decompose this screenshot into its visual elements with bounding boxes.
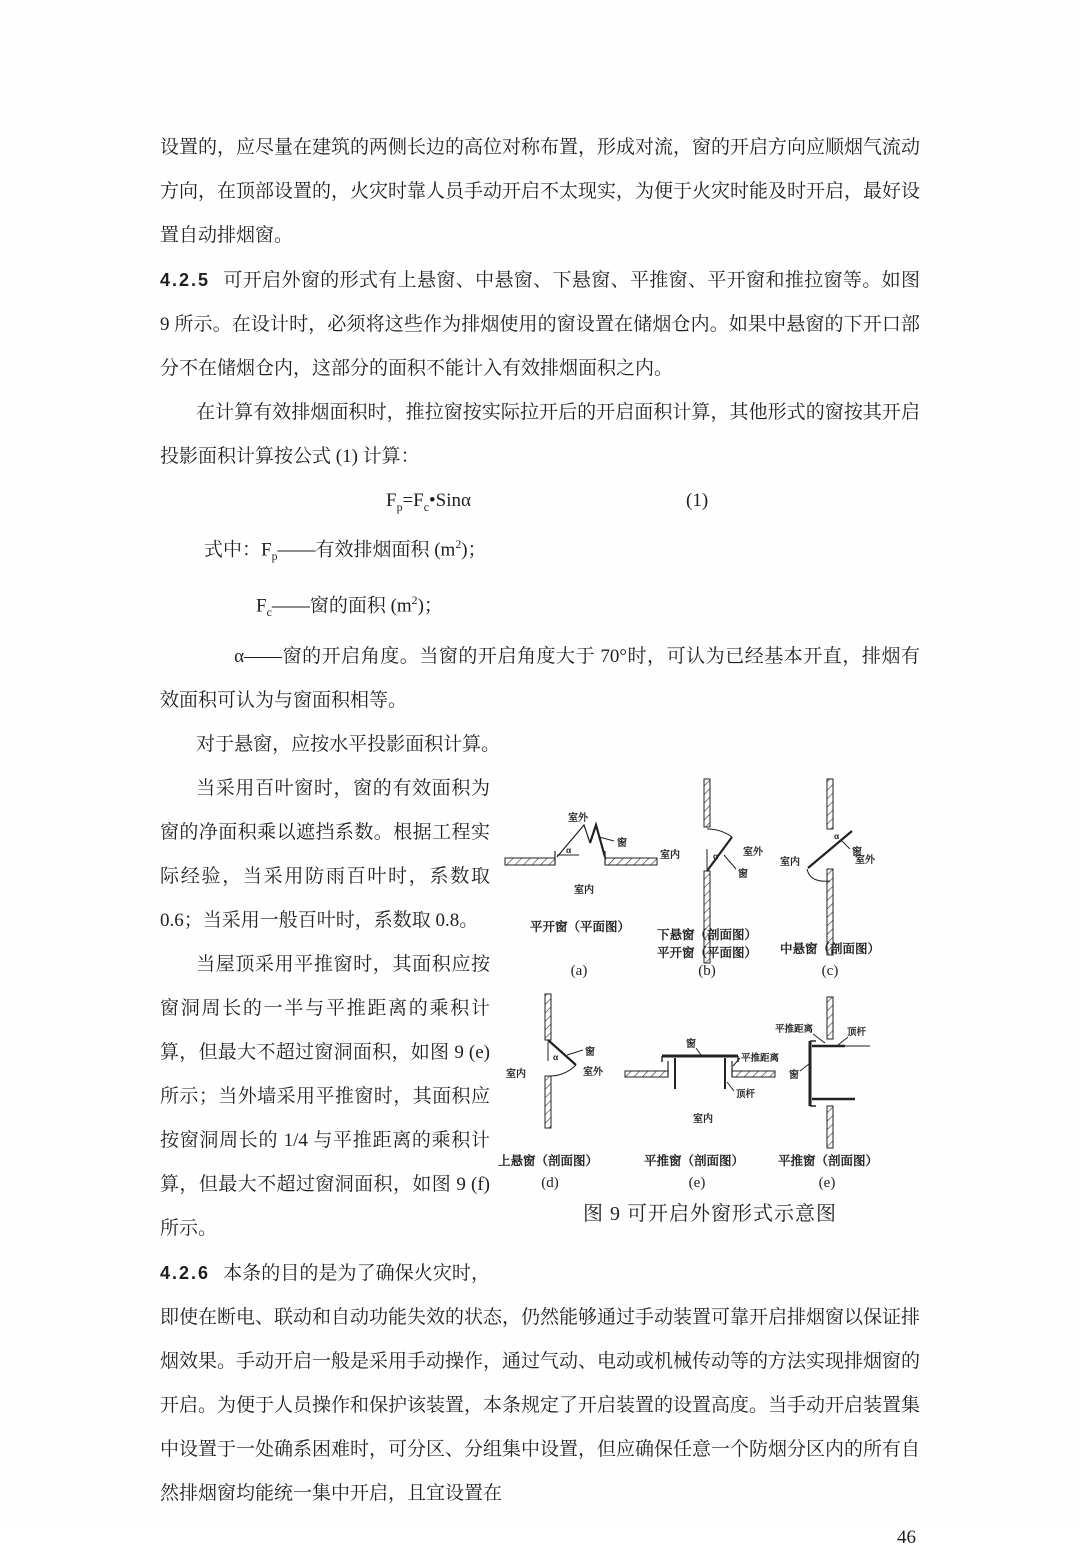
- subfigure-b-bottom-hung-section: [657, 779, 764, 979]
- paragraph-push-window: 当屋顶采用平推窗时，其面积应按窗洞周长的一半与平推距离的乘积计算，但最大不超过窗洞面积，如图 9 (e) 所示；当外墙采用平推窗时，其面积应按窗洞周长的 1/4 与平推距离的乘积计算，但最大不超过窗洞面积，如图 9 (f) 所示。: [160, 954, 490, 1240]
- angle-alpha-label: α: [834, 831, 840, 842]
- subfigure-e-push-roof-section: [625, 1037, 780, 1191]
- subfigure-f-letter: (e): [818, 1175, 836, 1192]
- figure-9-caption: 图 9 可开启外窗形式示意图: [583, 1203, 837, 1226]
- window-label: 窗: [789, 1070, 799, 1082]
- window-label: 窗: [738, 869, 748, 881]
- subfigure-c-letter: (c): [821, 963, 839, 980]
- indoor-label: 室内: [506, 1069, 526, 1081]
- subfigure-b-caption-1: 下悬窗（剖面图）: [656, 928, 758, 943]
- definition-alpha: α——窗的开启角度。当窗的开启角度大于 70°时，可认为已经基本开直，排烟有效面积可认为与窗面积相等。: [160, 646, 920, 712]
- window-label: 窗: [585, 1047, 595, 1059]
- section-text: 本条的目的是为了确保火灾时，即使在断电、联动和自动功能失效的状态，仍然能够通过手动装置可靠开启排烟窗以保证排烟效果。手动开启一般是采用手动操作，通过气动、电动或机械传动等的方法实现排烟窗的开启。为便于人员操作和保护该装置，本条规定了开启装置的设置高度。当手动开启装置集中设置于一处确系困难时，可分区、分组集中设置，但应确保任意一个防烟分区内的所有自然排烟窗均能统一集中开启，且宜设置在: [160, 1263, 921, 1505]
- outdoor-label: 室外: [743, 847, 763, 859]
- section-number: 4.2.5: [160, 270, 211, 290]
- section-4-2-5: [160, 258, 920, 391]
- indoor-label: 室内: [780, 857, 800, 869]
- indoor-label: 室内: [660, 850, 680, 862]
- angle-alpha-label: α: [713, 851, 719, 862]
- definition-fc: $F_c——$窗的面积 $(m^2)$；: [256, 594, 443, 620]
- subfigure-f-push-wall-section: [775, 997, 878, 1191]
- subfigure-d-letter: (d): [541, 1175, 559, 1192]
- push-distance-label: 平推距离: [774, 1024, 813, 1036]
- section-number: 4.2.6: [160, 1263, 211, 1284]
- section-4-2-6: [160, 1251, 920, 1516]
- definition-fp: 式中：$F_p——$有效排烟面积 $(m^2)$；: [204, 538, 487, 564]
- paragraph-calc: 在计算有效排烟面积时，推拉窗按实际拉开后的开启面积计算，其他形式的窗按其开启投影面积计算按公式 (1) 计算：: [160, 402, 920, 467]
- subfigure-d-caption: 上悬窗（剖面图）: [497, 1154, 599, 1169]
- push-rod-label: 顶杆: [736, 1089, 756, 1101]
- formula-expression: $F_p=F_c•Sin\alpha$: [386, 490, 471, 514]
- subfigure-b-caption-2: 平开窗（平面图）: [656, 946, 758, 961]
- figure-9-diagrams: [497, 769, 920, 1201]
- subfigure-c-center-hung-section: [780, 779, 880, 979]
- indoor-label: 室内: [574, 885, 594, 897]
- paragraph-continuation: 设置的，应尽量在建筑的两侧长边的高位对称布置，形成对流，窗的开启方向应顺烟气流动方向，在顶部设置的，火灾时靠人员手动开启不太现实，为便于火灾时能及时开启，最好设置自动排烟窗。: [160, 137, 921, 246]
- outdoor-label: 室外: [568, 813, 588, 825]
- window-label: 窗: [852, 847, 862, 859]
- outdoor-label: 室外: [583, 1067, 603, 1079]
- subfigure-e-caption: 平推窗（剖面图）: [643, 1154, 745, 1169]
- angle-alpha-label: α: [553, 1052, 559, 1063]
- formula-number: (1): [686, 490, 709, 511]
- subfigure-b-letter: (b): [698, 963, 716, 980]
- subfigure-a-letter: (a): [570, 963, 588, 980]
- window-label: 窗: [617, 838, 627, 850]
- indoor-label: 室内: [693, 1114, 713, 1126]
- outdoor-label: 室外: [855, 855, 875, 867]
- formula-1: [160, 479, 920, 523]
- subfigure-e-letter: (e): [688, 1175, 706, 1192]
- window-label: 窗: [686, 1039, 696, 1051]
- subfigure-c-caption: 中悬窗（剖面图）: [779, 942, 881, 957]
- paragraph-hung-window: 对于悬窗，应按水平投影面积计算。: [196, 734, 501, 756]
- figure-9: [497, 769, 920, 1227]
- push-rod-label: 顶杆: [847, 1027, 867, 1039]
- subfigure-d-top-hung-section: [498, 994, 604, 1191]
- paragraph-louver: 当采用百叶窗时，窗的有效面积为窗的净面积乘以遮挡系数。根据工程实际经验，当采用防雨百叶时，系数取 0.6；当采用一般百叶时，系数取 0.8。: [160, 778, 490, 932]
- section-text: 可开启外窗的形式有上悬窗、中悬窗、下悬窗、平推窗、平开窗和推拉窗等。如图 9 所示。在设计时，必须将这些作为排烟使用的窗设置在储烟仓内。如果中悬窗的下开口部分不在储烟仓内，这部分的面积不能计入有效排烟面积之内。: [160, 270, 920, 379]
- subfigure-a-caption: 平开窗（平面图）: [529, 920, 631, 935]
- page-number: 46: [897, 1527, 916, 1549]
- angle-alpha-label: α: [566, 845, 572, 856]
- subfigure-a-casement-plan: [505, 811, 657, 979]
- push-distance-label: 平推距离: [741, 1053, 780, 1065]
- subfigure-f-caption: 平推窗（剖面图）: [777, 1154, 879, 1169]
